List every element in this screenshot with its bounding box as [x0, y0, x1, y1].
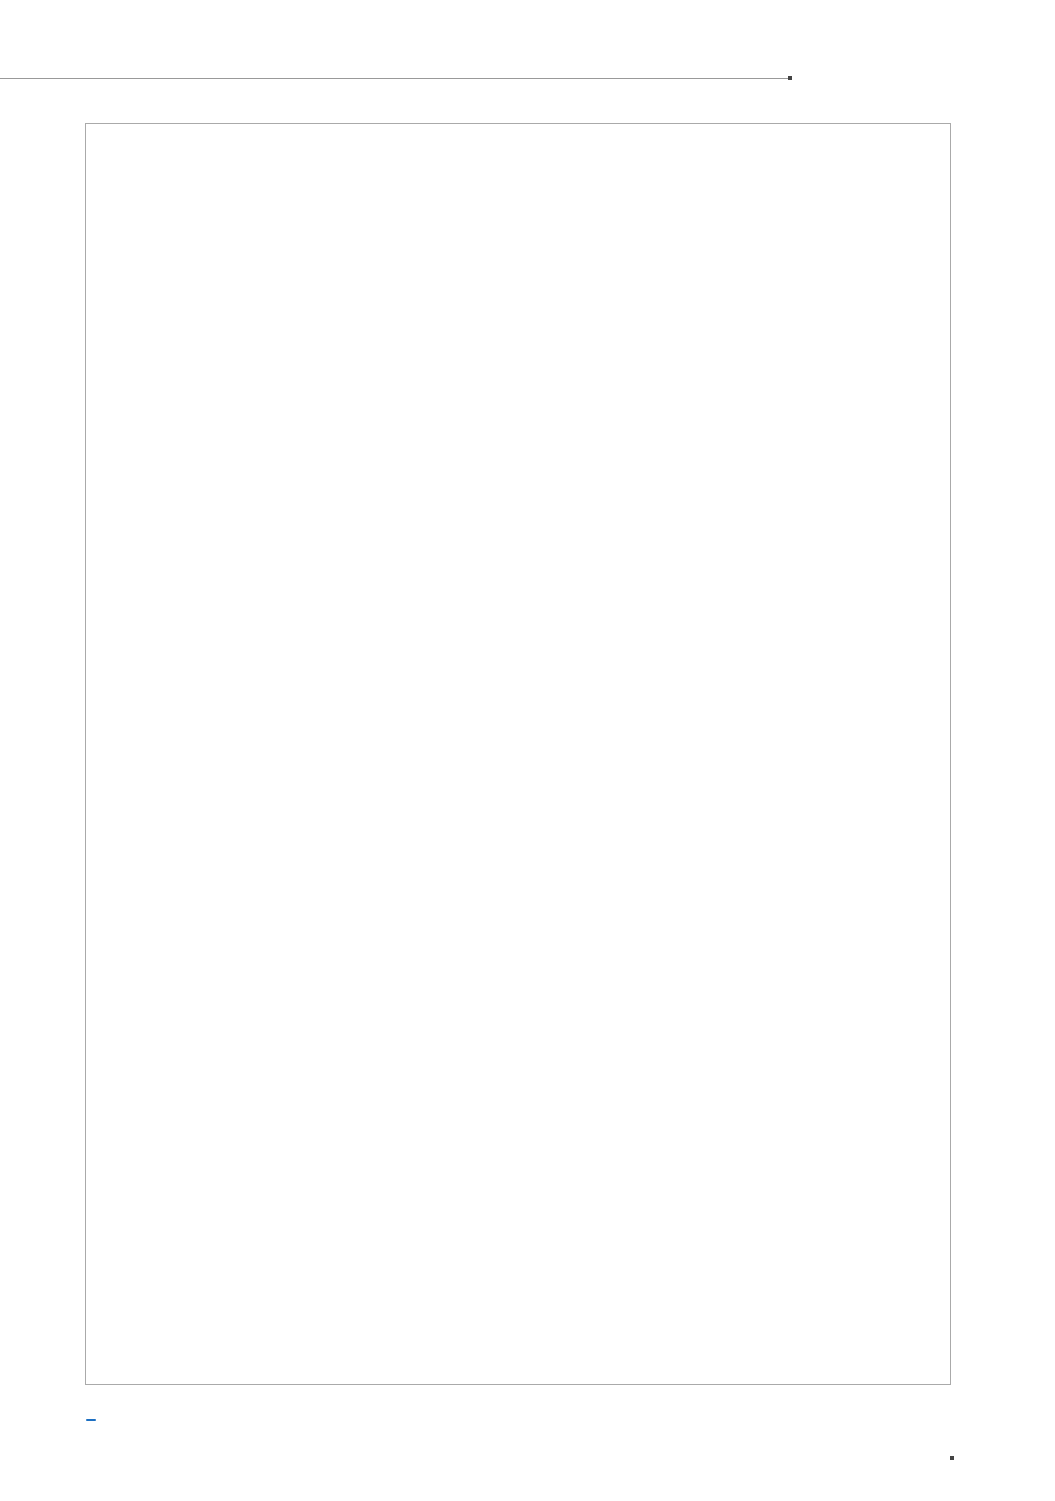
product-grid — [85, 123, 951, 1385]
header-dot — [788, 76, 792, 80]
note-badge — [86, 1419, 96, 1421]
footer-dot — [950, 1456, 954, 1460]
header-rule — [0, 78, 788, 79]
